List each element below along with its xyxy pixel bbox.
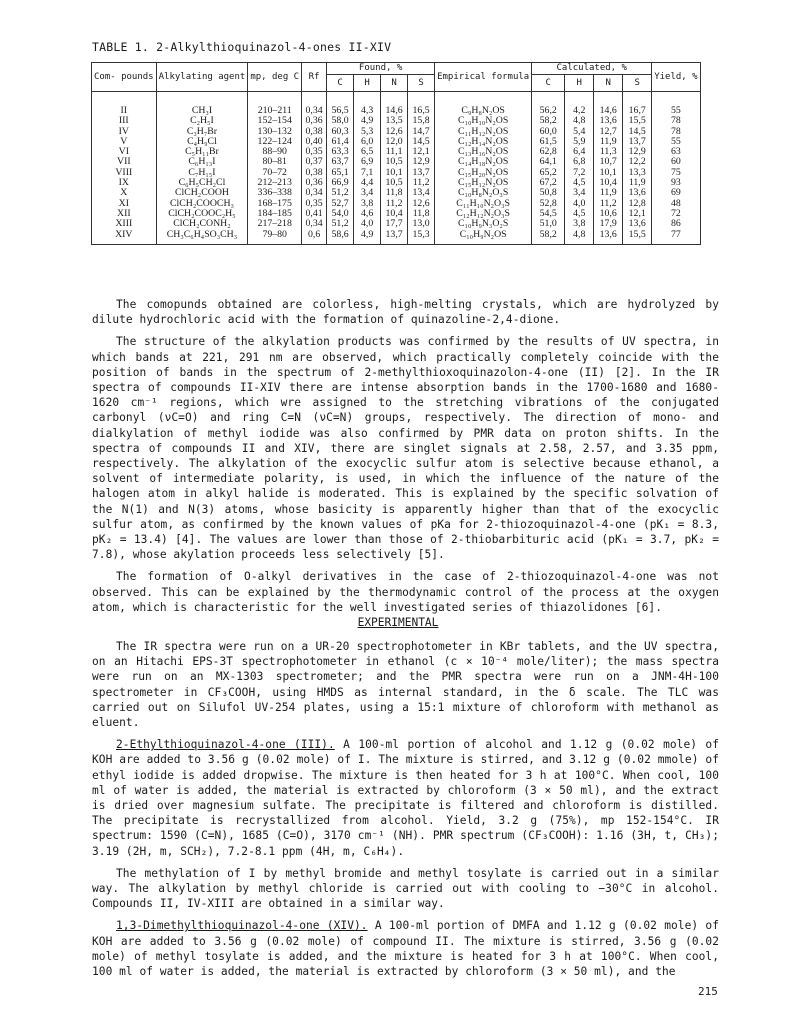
alkylating-agent: C₅H₁₁Br: [156, 147, 248, 157]
found-h: H: [354, 75, 381, 92]
calc-s-value: 14,5: [623, 127, 652, 137]
found-c-value: 65,1: [327, 168, 354, 178]
calc-c-value: 60,0: [532, 127, 565, 137]
rf-value: 0,34: [302, 92, 327, 117]
calc-c-value: 58,2: [532, 116, 565, 126]
melting-point: 217–218: [248, 219, 302, 229]
calc-c: C: [532, 75, 565, 92]
melting-point: 70–72: [248, 168, 302, 178]
alkylating-agent: ClCH₂COOCH₃: [156, 199, 248, 209]
found-c-value: 58,0: [327, 116, 354, 126]
alkylating-agent: ClCH₂COOH: [156, 188, 248, 198]
yield-value: 75: [652, 168, 700, 178]
found-c: C: [327, 75, 354, 92]
experimental-text: [92, 639, 719, 979]
empirical-formula: C₁₀H₈N₂O₃S: [435, 188, 532, 198]
found-s: S: [408, 75, 435, 92]
yield-value: 78: [652, 116, 700, 126]
found-n-value: 10,5: [381, 157, 408, 167]
empirical-formula: C₁₁H₁₂N₂OS: [435, 127, 532, 137]
calc-n-value: 11,9: [594, 137, 623, 147]
alkylating-agent: ClCH₂CONH₂: [156, 219, 248, 229]
melting-point: 122–124: [248, 137, 302, 147]
calc-c-value: 58,2: [532, 230, 565, 245]
calc-s-value: 15,5: [623, 230, 652, 245]
col-found: Found, %: [327, 63, 435, 75]
compound-id: V: [92, 137, 157, 147]
compound-id: IV: [92, 127, 157, 137]
yield-value: 78: [652, 127, 700, 137]
compound-id: VI: [92, 147, 157, 157]
found-c-value: 61,4: [327, 137, 354, 147]
calc-h-value: 6,4: [565, 147, 594, 157]
calc-h-value: 4,2: [565, 92, 594, 117]
calc-n-value: 11,9: [594, 188, 623, 198]
procedure-iii: A 100-ml portion of alcohol and 1.12 g (0.02 mole) of KOH are added to 3.56 g (0.02 mole) of I. The mixture is stirred, and 3.12 g (0.02 mmole) of ethyl iodide is added dropwise. The mixture is then heated for 3 h at 100°C. When cool, 100 ml of water is added, the material is extracted by chloroform (3 × 50 ml), and the extract is dried over magnesium sulfate. The precipitate is filtered and chloroform is distilled. The precipitate is recrystallized from alcohol. Yield, 3.2 g (75%), mp 152-154°C. IR spectrum: 1590 (C=N), 1685 (C=O), 3170 cm⁻¹ (NH). PMR spectrum (CF₃COOH): 1.16 (3H, t, CH₃); 3.19 (2H, m, SCH₂), 7.2-8.1 ppm (4H, m, C₆H₄).: [92, 738, 719, 858]
calc-n-value: 14,6: [594, 92, 623, 117]
found-c-value: 54,0: [327, 209, 354, 219]
rf-value: 0,38: [302, 127, 327, 137]
rf-value: 0,6: [302, 230, 327, 245]
calc-c-value: 62,8: [532, 147, 565, 157]
compound-id: XIII: [92, 219, 157, 229]
rf-value: 0,36: [302, 116, 327, 126]
found-n-value: 11,2: [381, 199, 408, 209]
rf-value: 0,38: [302, 168, 327, 178]
yield-value: 60: [652, 157, 700, 167]
melting-point: 336–338: [248, 188, 302, 198]
calc-h-value: 7,2: [565, 168, 594, 178]
calc-s-value: 13,7: [623, 137, 652, 147]
calc-n-value: 11,3: [594, 147, 623, 157]
yield-value: 48: [652, 199, 700, 209]
calc-n-value: 10,7: [594, 157, 623, 167]
col-rf: Rf: [302, 63, 327, 92]
paragraph-ethylthio: [92, 737, 719, 859]
experimental-heading: EXPERIMENTAL: [357, 616, 439, 629]
table-caption: TABLE 1. 2-Alkylthioquinazol-4-ones II-XIV: [92, 40, 392, 54]
paragraph-hydrolysis: The comopunds obtained are colorless, high-melting crystals, which are hydrolyzed by dilute hydrochloric acid with the formation of quinazoline-2,4-dione.: [92, 298, 719, 327]
melting-point: 88–90: [248, 147, 302, 157]
melting-point: 168–175: [248, 199, 302, 209]
found-c-value: 58,6: [327, 230, 354, 245]
col-mp: mp, deg C: [248, 63, 302, 92]
found-c-value: 51,2: [327, 219, 354, 229]
found-h-value: 3,4: [354, 188, 381, 198]
col-compounds: Com- pounds: [92, 63, 157, 92]
compound-id: II: [92, 92, 157, 117]
calc-c-value: 51,0: [532, 219, 565, 229]
found-n-value: 13,5: [381, 116, 408, 126]
calc-n-value: 10,1: [594, 168, 623, 178]
alkylating-agent: C₆H₅CH₂Cl: [156, 178, 248, 188]
calc-n: N: [594, 75, 623, 92]
found-s-value: 13,4: [408, 188, 435, 198]
found-h-value: 6,0: [354, 137, 381, 147]
melting-point: 80–81: [248, 157, 302, 167]
found-n-value: 10,1: [381, 168, 408, 178]
paragraph-o-alkyl: The formation of O-alkyl derivatives in the case of 2-thiozoquinazol-4-one was not observed. This can be explained by the thermodynamic control of the process at the oxygen atom, which is characteristic for the well investigated series of thiazolidones [6].: [92, 570, 719, 614]
found-c-value: 63,3: [327, 147, 354, 157]
rf-value: 0,35: [302, 199, 327, 209]
calc-h-value: 4,8: [565, 116, 594, 126]
yield-value: 77: [652, 230, 700, 245]
calc-h-value: 3,4: [565, 188, 594, 198]
calc-h-value: 6,8: [565, 157, 594, 167]
calc-s-value: 12,1: [623, 209, 652, 219]
empirical-formula: C₁₁H₁₀N₂O₃S: [435, 199, 532, 209]
found-c-value: 60,3: [327, 127, 354, 137]
empirical-formula: C₁₂H₁₄N₂OS: [435, 137, 532, 147]
rf-value: 0,37: [302, 157, 327, 167]
calc-s-value: 12,2: [623, 157, 652, 167]
calc-c-value: 64,1: [532, 157, 565, 167]
compound-id: XII: [92, 209, 157, 219]
found-h-value: 4,3: [354, 92, 381, 117]
calc-c-value: 61,5: [532, 137, 565, 147]
found-n-value: 11,8: [381, 188, 408, 198]
found-h-value: 4,9: [354, 116, 381, 126]
rf-value: 0,34: [302, 219, 327, 229]
found-h-value: 4,0: [354, 219, 381, 229]
found-c-value: 56,5: [327, 92, 354, 117]
empirical-formula: C₁₅H₂₀N₂OS: [435, 168, 532, 178]
calc-s-value: 15,5: [623, 116, 652, 126]
rf-value: 0,40: [302, 137, 327, 147]
calc-c-value: 67,2: [532, 178, 565, 188]
calc-n-value: 10,6: [594, 209, 623, 219]
table-row: [92, 92, 701, 117]
compound-title-iii: 2-Ethylthioquinazol-4-one (III).: [116, 738, 335, 752]
yield-value: 55: [652, 137, 700, 147]
paragraph-dimethylthio: [92, 918, 719, 979]
calc-n-value: 11,2: [594, 199, 623, 209]
found-n-value: 12,6: [381, 127, 408, 137]
empirical-formula: C₉H₈N₂OS: [435, 92, 532, 117]
found-s-value: 15,8: [408, 116, 435, 126]
col-empirical-formula: Empirical formula: [435, 63, 532, 92]
yield-value: 55: [652, 92, 700, 117]
found-n: N: [381, 75, 408, 92]
found-h-value: 5,3: [354, 127, 381, 137]
calc-h-value: 4,5: [565, 209, 594, 219]
results-text: [92, 297, 719, 615]
alkylating-agent: ClCH₂COOC₂H₅: [156, 209, 248, 219]
calc-n-value: 13,6: [594, 230, 623, 245]
calc-h-value: 4,5: [565, 178, 594, 188]
alkylthioquinazolone-table: [91, 62, 701, 245]
compound-id: VIII: [92, 168, 157, 178]
found-n-value: 14,6: [381, 92, 408, 117]
calc-h-value: 4,8: [565, 230, 594, 245]
calc-n-value: 13,6: [594, 116, 623, 126]
found-h-value: 3,8: [354, 199, 381, 209]
alkylating-agent: C₆H₁₃I: [156, 157, 248, 167]
yield-value: 69: [652, 188, 700, 198]
melting-point: 152–154: [248, 116, 302, 126]
rf-value: 0,34: [302, 188, 327, 198]
calc-s-value: 12,8: [623, 199, 652, 209]
calc-h-value: 4,0: [565, 199, 594, 209]
alkylating-agent: CH₃I: [156, 92, 248, 117]
calc-c-value: 65,2: [532, 168, 565, 178]
empirical-formula: C₁₃H₁₆N₂OS: [435, 147, 532, 157]
paragraph-methylation: The methylation of I by methyl bromide and methyl tosylate is carried out in a similar way. The alkylation by methyl chloride is carried out with cooling to −30°C in alcohol. Compounds II, IV-XIII are obtained in a similar way.: [92, 866, 719, 911]
calc-h: H: [565, 75, 594, 92]
compound-id: III: [92, 116, 157, 126]
calc-n-value: 17,9: [594, 219, 623, 229]
alkylating-agent: C₃H₇Br: [156, 127, 248, 137]
yield-value: 63: [652, 147, 700, 157]
empirical-formula: C₁₅H₁₂N₂OS: [435, 178, 532, 188]
empirical-formula: C₁₂H₁₂N₂O₃S: [435, 209, 532, 219]
calc-s-value: 11,9: [623, 178, 652, 188]
empirical-formula: C₁₄H₁₈N₂OS: [435, 157, 532, 167]
compound-id: XIV: [92, 230, 157, 245]
melting-point: 184–185: [248, 209, 302, 219]
found-h-value: 4,9: [354, 230, 381, 245]
calc-n-value: 10,4: [594, 178, 623, 188]
alkylating-agent: CH₃C₆H₄SO₃CH₃: [156, 230, 248, 245]
melting-point: 212–213: [248, 178, 302, 188]
empirical-formula: C₁₀H₉N₃O₂S: [435, 219, 532, 229]
found-c-value: 63,7: [327, 157, 354, 167]
melting-point: 79–80: [248, 230, 302, 245]
empirical-formula: C₁₀H₁₀N₂OS: [435, 116, 532, 126]
found-s-value: 14,5: [408, 137, 435, 147]
found-s-value: 13,0: [408, 219, 435, 229]
compound-id: XI: [92, 199, 157, 209]
found-s-value: 15,3: [408, 230, 435, 245]
page-number: 215: [698, 985, 718, 998]
calc-n-value: 12,7: [594, 127, 623, 137]
alkylating-agent: C₄H₉Cl: [156, 137, 248, 147]
alkylating-agent: C₂H₅I: [156, 116, 248, 126]
found-s-value: 12,9: [408, 157, 435, 167]
calc-c-value: 54,5: [532, 209, 565, 219]
procedure-xiv: A 100-ml portion of DMFA and 1.12 g (0.02 mole) of KOH are added to 3.56 g (0.02 mole) of compound II. The mixture is stirred, 3.56 g (0.02 mole) of methyl tosylate is added, and the mixture is heated for 3 h at 100°C. When cool, 100 ml of water is added, the material is extracted by chloroform (3 × 50 ml), and the: [92, 919, 720, 979]
melting-point: 210–211: [248, 92, 302, 117]
calc-c-value: 52,8: [532, 199, 565, 209]
found-n-value: 11,1: [381, 147, 408, 157]
yield-value: 86: [652, 219, 700, 229]
calc-s: S: [623, 75, 652, 92]
paragraph-structure: The structure of the alkylation products was confirmed by the results of UV spectra, in which bands at 221, 291 nm are observed, which practically completely coincide with the position of bands in the spectrum of 2-methylthioxoquinazolon-4-one (II) [2]. In the IR spectra of compounds II-XIV there are intense absorption bands in the 1700-1680 and 1680-1620 cm⁻¹ regions, which wre assigned to the stretching vibrations of the conjugated carbonyl (νC=O) and ring C=N (νC=N) groups, respectively. The direction of mono- and dialkylation of methyl iodide was also confirmed by PMR data on proton shifts. In the spectra of compounds II and XIV, there are singlet signals at 2.58, 2.57, and 3.35 ppm, respectively. The alkylation of the exocyclic sulfur atom is selective because ethanol, a solvent of intermediate polarity, is used, in which the influence of the nature of the halogen atom in alkyl halide is moderated. This is explained by the specific solvation of the N(1) and N(3) atoms, whose basicity is apparently higher than that of the exocyclic sulfur atom, as confirmed by the known values of pKa for 2-thiozoquinazol-4-one (pK₁ = 8.3, pK₂ = 13.4) [4]. The values are lower than those of 2-thiobarbituric acid (pK₁ = 3.7, pK₂ = 7.8), whose akylation proceeds less selectively [5].: [92, 335, 719, 562]
alkylating-agent: C₇H₁₅I: [156, 168, 248, 178]
melting-point: 130–132: [248, 127, 302, 137]
calc-h-value: 3,8: [565, 219, 594, 229]
col-yield: Yield, %: [652, 63, 700, 92]
found-h-value: 4,4: [354, 178, 381, 188]
found-s-value: 13,7: [408, 168, 435, 178]
found-s-value: 14,7: [408, 127, 435, 137]
rf-value: 0,35: [302, 147, 327, 157]
compound-title-xiv: 1,3-Dimethylthioquinazol-4-one (XIV).: [116, 919, 368, 933]
calc-h-value: 5,4: [565, 127, 594, 137]
found-s-value: 16,5: [408, 92, 435, 117]
calc-s-value: 13,6: [623, 188, 652, 198]
calc-c-value: 50,8: [532, 188, 565, 198]
compound-id: X: [92, 188, 157, 198]
yield-value: 72: [652, 209, 700, 219]
found-s-value: 11,2: [408, 178, 435, 188]
calc-s-value: 13,3: [623, 168, 652, 178]
compound-id: IX: [92, 178, 157, 188]
calc-c-value: 56,2: [532, 92, 565, 117]
found-c-value: 51,2: [327, 188, 354, 198]
calc-s-value: 16,7: [623, 92, 652, 117]
found-s-value: 12,6: [408, 199, 435, 209]
calc-s-value: 12,9: [623, 147, 652, 157]
found-h-value: 6,9: [354, 157, 381, 167]
found-n-value: 10,4: [381, 209, 408, 219]
found-n-value: 12,0: [381, 137, 408, 147]
rf-value: 0,41: [302, 209, 327, 219]
empirical-formula: C₁₀H₉N₂OS: [435, 230, 532, 245]
found-s-value: 11,8: [408, 209, 435, 219]
found-h-value: 7,1: [354, 168, 381, 178]
col-calculated: Calculated, %: [532, 63, 652, 75]
found-s-value: 12,1: [408, 147, 435, 157]
found-h-value: 4,6: [354, 209, 381, 219]
rf-value: 0,36: [302, 178, 327, 188]
calc-h-value: 5,9: [565, 137, 594, 147]
found-h-value: 6,5: [354, 147, 381, 157]
found-n-value: 13,7: [381, 230, 408, 245]
found-n-value: 17,7: [381, 219, 408, 229]
table-row: [92, 230, 701, 245]
col-alkylating-agent: Alkylating agent: [156, 63, 248, 92]
found-n-value: 10,5: [381, 178, 408, 188]
found-c-value: 52,7: [327, 199, 354, 209]
calc-s-value: 13,6: [623, 219, 652, 229]
paragraph-instruments: The IR spectra were run on a UR-20 spectrophotometer in KBr tablets, and the UV spectra, on an Hitachi EPS-3T spectrophotometer in ethanol (c × 10⁻⁴ mole/liter); the mass spectra were run on an MX-1303 spectrometer; and the PMR spectra were run on a JNM-4H-100 spectrometer in CF₃COOH, using HMDS as internal standard, in the δ scale. The TLC was carried out on Silufol UV-254 plates, using a 15:1 mixture of chloroform with methanol as eluent.: [92, 640, 719, 730]
yield-value: 93: [652, 178, 700, 188]
found-c-value: 66,9: [327, 178, 354, 188]
compound-id: VII: [92, 157, 157, 167]
